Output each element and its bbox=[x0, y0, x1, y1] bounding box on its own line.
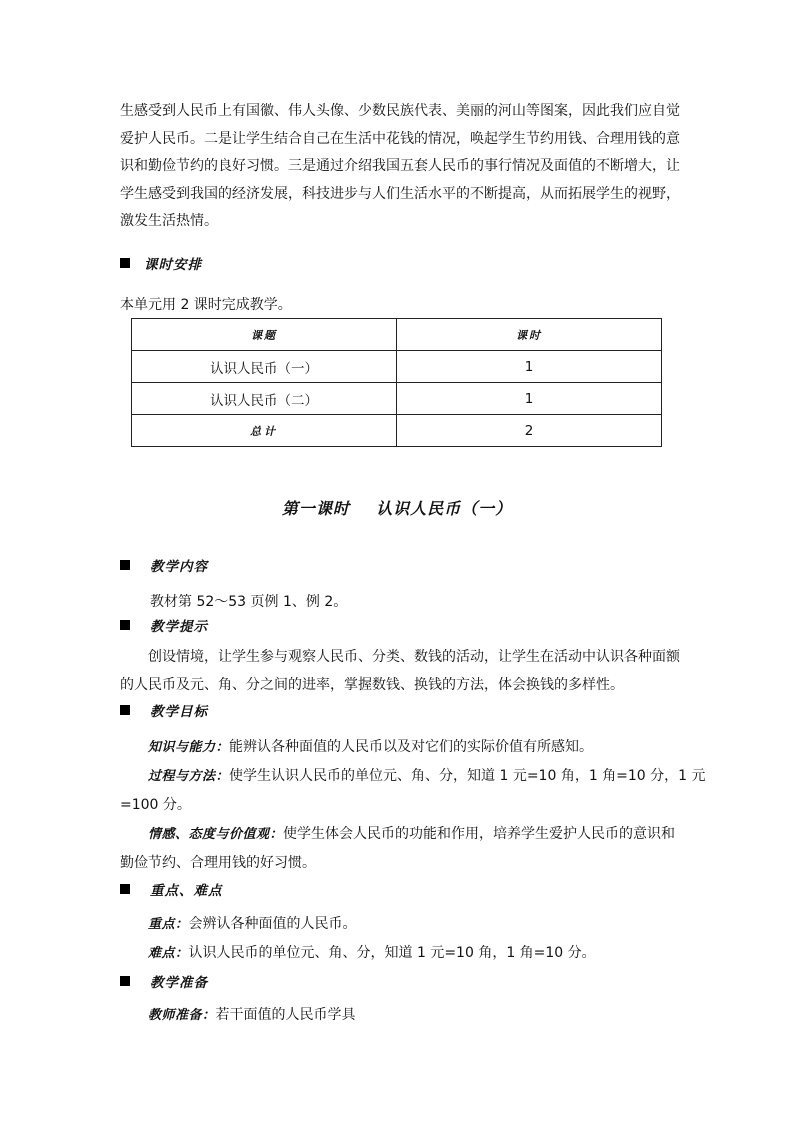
key-point-text: 会辨认各种面值的人民币。 bbox=[188, 916, 357, 932]
intro-paragraph bbox=[120, 98, 680, 236]
goal-process-continued: =100 分。 bbox=[120, 797, 191, 813]
goal-knowledge-label: 知识与能力： bbox=[148, 740, 230, 755]
keypoints-heading bbox=[120, 878, 680, 900]
difficult-point-label: 难点： bbox=[148, 946, 189, 961]
schedule-heading bbox=[120, 252, 680, 274]
table-row bbox=[132, 351, 662, 383]
difficult-point-text: 认识人民币的单位元、角、分，知道 1 元=10 角，1 角=10 分。 bbox=[188, 945, 596, 961]
schedule-note: 本单元用 2 课时完成教学。 bbox=[120, 297, 292, 313]
key-point-label: 重点： bbox=[148, 917, 189, 932]
prep-teacher-label: 教师准备： bbox=[148, 1008, 216, 1023]
hints-line: 创设情境，让学生参与观察人民币、分类、数钱的活动，让学生在活动中认识各种面额 bbox=[148, 649, 680, 665]
key-point bbox=[148, 913, 708, 933]
goal-emotion-label: 情感、态度与价值观： bbox=[148, 827, 284, 842]
schedule-heading-text: 课时安排 bbox=[144, 257, 202, 273]
schedule-table bbox=[131, 318, 662, 447]
table-cell: 认识人民币（二） bbox=[132, 383, 397, 415]
difficult-point bbox=[148, 942, 708, 962]
table-header-row bbox=[132, 319, 662, 351]
content-text: 教材第 52～53 页例 1、例 2。 bbox=[150, 594, 348, 610]
hints-heading-text: 教学提示 bbox=[150, 619, 208, 635]
column-header-hours: 课时 bbox=[397, 319, 662, 351]
table-row bbox=[132, 383, 662, 415]
goal-emotion-continued: 勤俭节约、合理用钱的好习惯。 bbox=[120, 855, 316, 871]
keypoints-heading-text: 重点、难点 bbox=[150, 883, 223, 899]
table-row-total bbox=[132, 415, 662, 447]
content-heading-text: 教学内容 bbox=[150, 559, 208, 575]
hints-paragraph bbox=[120, 644, 680, 699]
goal-knowledge-text: 能辨认各种面值的人民币以及对它们的实际价值有所感知。 bbox=[229, 739, 594, 755]
table-cell-total-value: 2 bbox=[397, 415, 662, 447]
square-bullet-icon bbox=[120, 620, 130, 630]
square-bullet-icon bbox=[120, 705, 130, 715]
intro-line: 识和勤俭节约的良好习惯。三是通过介绍我国五套人民币的事行情况及面值的不断增大，让 bbox=[120, 158, 680, 174]
table-cell: 1 bbox=[397, 383, 662, 415]
goals-heading bbox=[120, 699, 680, 721]
square-bullet-icon bbox=[120, 976, 130, 986]
hints-heading bbox=[120, 614, 680, 636]
goal-knowledge bbox=[148, 736, 708, 756]
intro-line: 生感受到人民币上有国徽、伟人头像、少数民族代表、美丽的河山等图案，因此我们应自觉 bbox=[120, 103, 680, 119]
square-bullet-icon bbox=[120, 884, 130, 894]
hints-line: 的人民币及元、角、分之间的进率，掌握数钱、换钱的方法，体会换钱的多样性。 bbox=[120, 676, 624, 693]
goal-process-label: 过程与方法： bbox=[148, 769, 230, 784]
prep-heading-text: 教学准备 bbox=[150, 975, 208, 991]
content-heading bbox=[120, 554, 680, 576]
intro-line: 爱护人民币。二是让学生结合自己在生活中花钱的情况，唤起学生节约用钱、合理用钱的意 bbox=[120, 130, 680, 147]
column-header-topic: 课题 bbox=[132, 319, 397, 351]
intro-line: 学生感受到我国的经济发展，科技进步与人们生活水平的不断提高，从而拓展学生的视野， bbox=[120, 185, 680, 202]
intro-line: 激发生活热情。 bbox=[120, 213, 218, 229]
prep-teacher bbox=[148, 1004, 708, 1024]
table-cell-total-label: 总计 bbox=[132, 415, 397, 447]
goal-emotion bbox=[148, 823, 708, 843]
prep-teacher-text: 若干面值的人民币学具 bbox=[215, 1007, 356, 1023]
square-bullet-icon bbox=[120, 258, 130, 268]
goal-process-text: 使学生认识人民币的单位元、角、分，知道 1 元=10 角，1 角=10 分，1 元 bbox=[229, 768, 706, 784]
square-bullet-icon bbox=[120, 560, 130, 570]
goal-process bbox=[148, 765, 708, 785]
table-cell: 认识人民币（一） bbox=[132, 351, 397, 383]
table-cell: 1 bbox=[397, 351, 662, 383]
goal-emotion-text: 使学生体会人民币的功能和作用，培养学生爱护人民币的意识和 bbox=[283, 826, 676, 842]
lesson-title: 第一课时 认识人民币（一） bbox=[281, 499, 513, 518]
goals-heading-text: 教学目标 bbox=[150, 704, 208, 720]
prep-heading bbox=[120, 970, 680, 992]
